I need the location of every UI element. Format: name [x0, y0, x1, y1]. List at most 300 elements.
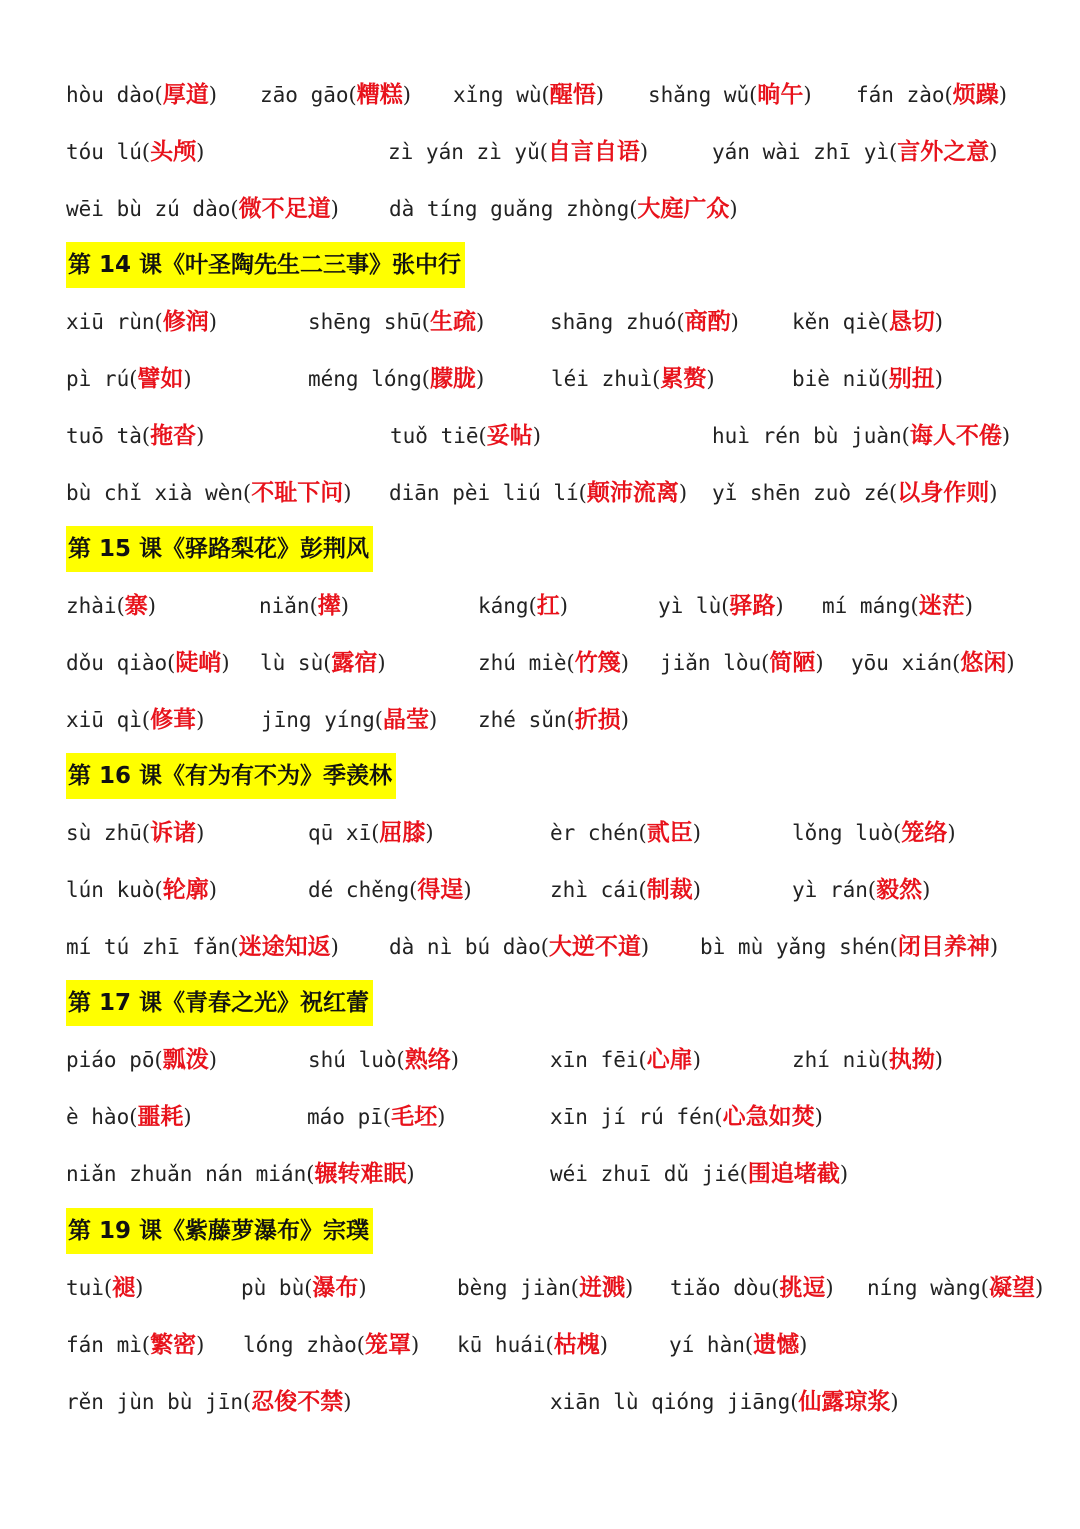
- vocab-entry: [260, 75, 411, 115]
- close-paren: ): [358, 1276, 367, 1300]
- hanzi-text: 折损: [574, 707, 621, 733]
- hanzi-text: 修润: [162, 309, 209, 335]
- hanzi-text: 毅然: [876, 877, 923, 903]
- vocab-entry: [308, 302, 484, 342]
- vocab-entry: [66, 1097, 192, 1137]
- close-paren: ): [196, 1333, 205, 1357]
- hanzi-text: 厚道: [162, 82, 209, 108]
- pinyin-text: léi zhuì: [551, 367, 653, 391]
- pinyin-text: niǎn zhuǎn nán mián: [66, 1162, 307, 1186]
- pinyin-text: bì mù yǎng shén: [700, 935, 890, 959]
- vocab-entry: [66, 189, 339, 229]
- vocab-entry: [550, 870, 701, 910]
- close-paren: ): [437, 1105, 446, 1129]
- open-paren: (: [371, 821, 380, 845]
- close-paren: ): [330, 935, 339, 959]
- vocab-row: [0, 643, 1080, 683]
- pinyin-text: dǒu qiào: [66, 651, 168, 675]
- hanzi-text: 褪: [112, 1275, 136, 1301]
- vocab-row: [0, 1382, 1080, 1422]
- hanzi-text: 贰臣: [646, 820, 693, 846]
- open-paren: (: [129, 1105, 138, 1129]
- hanzi-text: 迷途知返: [238, 934, 331, 960]
- pinyin-text: qū xī: [308, 821, 372, 845]
- vocab-row: [0, 586, 1080, 626]
- hanzi-text: 自言自语: [547, 139, 640, 165]
- pinyin-text: xiū qì: [66, 708, 142, 732]
- vocab-entry: [551, 359, 715, 399]
- vocab-entry: [478, 643, 629, 683]
- pinyin-text: fán mì: [66, 1333, 142, 1357]
- pinyin-text: káng: [478, 594, 529, 618]
- vocab-row: [0, 1268, 1080, 1308]
- close-paren: ): [620, 708, 629, 732]
- pinyin-text: pì rú: [66, 367, 130, 391]
- close-paren: ): [221, 651, 230, 675]
- hanzi-text: 商酌: [684, 309, 731, 335]
- hanzi-text: 悠闲: [960, 650, 1007, 676]
- hanzi-text: 仙露琼浆: [798, 1389, 891, 1415]
- vocab-entry: [66, 700, 204, 740]
- close-paren: ): [599, 1333, 608, 1357]
- open-paren: (: [771, 1276, 780, 1300]
- vocab-row: [0, 1154, 1080, 1194]
- close-paren: ): [450, 1048, 459, 1072]
- open-paren: (: [323, 651, 332, 675]
- pinyin-text: yōu xián: [851, 651, 953, 675]
- hanzi-text: 大庭广众: [637, 196, 730, 222]
- pinyin-text: bèng jiàn: [457, 1276, 571, 1300]
- close-paren: ): [476, 310, 485, 334]
- vocab-entry: [453, 75, 604, 115]
- vocab-entry: [851, 643, 1015, 683]
- vocab-entry: [388, 132, 648, 172]
- open-paren: (: [889, 481, 898, 505]
- close-paren: ): [692, 878, 701, 902]
- vocab-entry: [66, 473, 351, 513]
- open-paren: (: [167, 651, 176, 675]
- hanzi-text: 寨: [124, 593, 148, 619]
- pinyin-text: yǐ shēn zuò zé: [712, 481, 890, 505]
- pinyin-text: niǎn: [259, 594, 310, 618]
- close-paren: ): [183, 367, 192, 391]
- open-paren: (: [382, 1105, 392, 1129]
- open-paren: (: [528, 594, 537, 618]
- close-paren: ): [890, 1390, 899, 1414]
- lesson-heading: 第 15 课《驿路梨花》彭荆风: [66, 526, 373, 572]
- vocab-entry: [308, 813, 434, 853]
- open-paren: (: [154, 1048, 163, 1072]
- hanzi-text: 陡峭: [175, 650, 222, 676]
- open-paren: (: [348, 83, 357, 107]
- vocab-entry: [478, 700, 629, 740]
- hanzi-text: 烦躁: [952, 82, 999, 108]
- close-paren: ): [411, 1333, 420, 1357]
- pinyin-text: dà nì bú dào: [389, 935, 541, 959]
- hanzi-text: 竹篾: [574, 650, 621, 676]
- open-paren: (: [570, 1276, 579, 1300]
- lesson-heading: 第 19 课《紫藤萝瀑布》宗璞: [66, 1208, 373, 1254]
- close-paren: ): [196, 708, 205, 732]
- vocab-entry: [66, 1268, 143, 1308]
- close-paren: ): [639, 140, 649, 164]
- open-paren: (: [638, 821, 647, 845]
- close-paren: ): [208, 83, 217, 107]
- vocab-entry: [822, 586, 973, 626]
- close-paren: ): [803, 83, 812, 107]
- vocab-entry: [308, 1040, 459, 1080]
- hanzi-text: 噩耗: [137, 1104, 184, 1130]
- close-paren: ): [625, 1276, 634, 1300]
- pinyin-text: xīn fēi: [550, 1048, 639, 1072]
- hanzi-text: 得逞: [417, 877, 464, 903]
- vocab-entry: [389, 473, 687, 513]
- pinyin-text: shēng shū: [308, 310, 422, 334]
- vocab-row: [0, 700, 1080, 740]
- open-paren: (: [154, 83, 163, 107]
- pinyin-text: fán zào: [856, 83, 945, 107]
- pinyin-text: tuō tà: [66, 424, 142, 448]
- close-paren: ): [934, 1048, 943, 1072]
- open-paren: (: [638, 878, 647, 902]
- vocab-row: [0, 1040, 1080, 1080]
- vocab-entry: [308, 359, 484, 399]
- close-paren: ): [922, 878, 931, 902]
- vocab-row: [0, 132, 1080, 172]
- open-paren: (: [243, 481, 252, 505]
- open-paren: (: [129, 367, 138, 391]
- vocab-row: [0, 1097, 1080, 1137]
- pinyin-text: xīn jí rú fén: [550, 1105, 715, 1129]
- vocab-entry: [856, 75, 1007, 115]
- open-paren: (: [867, 878, 877, 902]
- vocab-entry: [66, 359, 192, 399]
- open-paren: (: [141, 821, 151, 845]
- close-paren: ): [343, 481, 352, 505]
- hanzi-text: 执拗: [888, 1047, 935, 1073]
- open-paren: (: [374, 708, 383, 732]
- hanzi-text: 瀑布: [312, 1275, 359, 1301]
- hanzi-text: 朦胧: [430, 366, 476, 392]
- hanzi-text: 晶莹: [383, 707, 429, 733]
- vocab-entry: [792, 870, 930, 910]
- pinyin-text: zhé sǔn: [478, 708, 567, 732]
- vocab-entry: [792, 1040, 943, 1080]
- close-paren: ): [196, 821, 205, 845]
- open-paren: (: [141, 424, 151, 448]
- hanzi-text: 简陋: [769, 650, 816, 676]
- pinyin-text: zhì cái: [550, 878, 639, 902]
- hanzi-text: 以身作则: [897, 480, 990, 506]
- vocab-entry: [66, 643, 230, 683]
- open-paren: (: [880, 310, 889, 334]
- lesson-heading: 第 16 课《有为有不为》季羡林: [66, 753, 396, 799]
- hanzi-text: 毛坯: [391, 1104, 438, 1130]
- open-paren: (: [952, 651, 961, 675]
- close-paren: ): [814, 1105, 823, 1129]
- pinyin-text: jīng yíng: [261, 708, 375, 732]
- open-paren: (: [566, 651, 575, 675]
- vocab-entry: [712, 473, 997, 513]
- close-paren: ): [463, 878, 472, 902]
- open-paren: (: [566, 708, 575, 732]
- vocab-row: [0, 189, 1080, 229]
- open-paren: (: [901, 424, 910, 448]
- pinyin-text: zāo gāo: [260, 83, 349, 107]
- close-paren: ): [532, 424, 541, 448]
- vocab-entry: [66, 1040, 217, 1080]
- vocab-entry: [308, 870, 472, 910]
- open-paren: (: [578, 481, 587, 505]
- vocab-entry: [66, 1382, 351, 1422]
- vocab-entry: [700, 927, 998, 967]
- pinyin-text: jiǎn lòu: [660, 651, 762, 675]
- hanzi-text: 言外之意: [897, 139, 990, 165]
- vocab-row: [0, 359, 1080, 399]
- hanzi-text: 别扭: [888, 366, 935, 392]
- open-paren: (: [893, 821, 902, 845]
- close-paren: ): [429, 708, 438, 732]
- close-paren: ): [620, 651, 629, 675]
- vocab-entry: [867, 1268, 1043, 1308]
- pinyin-text: rěn jùn bù jīn: [66, 1390, 244, 1414]
- open-paren: (: [721, 594, 730, 618]
- pinyin-text: lǒng luò: [792, 821, 894, 845]
- pinyin-text: kū huái: [457, 1333, 546, 1357]
- vocab-entry: [261, 700, 437, 740]
- close-paren: ): [208, 310, 217, 334]
- close-paren: ): [330, 197, 339, 221]
- vocab-entry: [550, 1382, 899, 1422]
- close-paren: ): [425, 821, 434, 845]
- open-paren: (: [739, 1162, 748, 1186]
- open-paren: (: [744, 1333, 754, 1357]
- pinyin-text: èr chén: [550, 821, 639, 845]
- open-paren: (: [749, 83, 758, 107]
- hanzi-text: 驿路: [729, 593, 776, 619]
- vocab-entry: [66, 416, 204, 456]
- hanzi-text: 遗憾: [753, 1332, 800, 1358]
- pinyin-text: wéi zhuī dǔ jié: [550, 1162, 740, 1186]
- vocab-row: [0, 473, 1080, 513]
- close-paren: ): [815, 651, 824, 675]
- open-paren: (: [309, 594, 318, 618]
- open-paren: (: [539, 140, 548, 164]
- close-paren: ): [825, 1276, 834, 1300]
- pinyin-text: lún kuò: [66, 878, 155, 902]
- pinyin-text: è hào: [66, 1105, 130, 1129]
- open-paren: (: [116, 594, 125, 618]
- open-paren: (: [141, 1333, 151, 1357]
- hanzi-text: 辗转难眠: [314, 1161, 407, 1187]
- pinyin-text: tiǎo dòu: [670, 1276, 772, 1300]
- vocab-entry: [457, 1268, 633, 1308]
- open-paren: (: [714, 1105, 723, 1129]
- close-paren: ): [678, 481, 688, 505]
- pinyin-text: yì lù: [658, 594, 722, 618]
- hanzi-text: 撵: [317, 593, 341, 619]
- vocab-entry: [658, 586, 784, 626]
- vocab-entry: [307, 1097, 445, 1137]
- pinyin-text: huì rén bù juàn: [712, 424, 902, 448]
- vocab-entry: [66, 927, 339, 967]
- vocab-entry: [550, 302, 739, 342]
- vocab-entry: [792, 813, 956, 853]
- open-paren: (: [421, 367, 430, 391]
- pinyin-text: biè niǔ: [792, 367, 881, 391]
- pinyin-text: dé chěng: [308, 878, 410, 902]
- open-paren: (: [306, 1162, 315, 1186]
- vocab-entry: [241, 1268, 367, 1308]
- close-paren: ): [730, 310, 739, 334]
- open-paren: (: [540, 935, 549, 959]
- vocab-entry: [66, 75, 217, 115]
- vocab-row: [0, 927, 1080, 967]
- close-paren: ): [989, 481, 998, 505]
- hanzi-text: 瓢泼: [162, 1047, 209, 1073]
- close-paren: ): [799, 1333, 808, 1357]
- vocab-entry: [66, 586, 156, 626]
- hanzi-text: 闭目养神: [897, 934, 990, 960]
- close-paren: ): [964, 594, 973, 618]
- hanzi-text: 拖沓: [150, 423, 197, 449]
- pinyin-text: máo pī: [307, 1105, 383, 1129]
- vocab-entry: [66, 1154, 415, 1194]
- lesson-heading: 第 14 课《叶圣陶先生二三事》张中行: [66, 242, 465, 288]
- hanzi-text: 笼罩: [365, 1332, 411, 1358]
- close-paren: ): [135, 1276, 144, 1300]
- close-paren: ): [196, 424, 205, 448]
- open-paren: (: [356, 1333, 365, 1357]
- open-paren: (: [629, 197, 638, 221]
- vocab-row: [0, 75, 1080, 115]
- vocab-row: [0, 870, 1080, 910]
- hanzi-text: 修葺: [150, 707, 197, 733]
- vocab-entry: [550, 1097, 823, 1137]
- hanzi-text: 笼络: [901, 820, 948, 846]
- close-paren: ): [989, 140, 998, 164]
- open-paren: (: [103, 1276, 113, 1300]
- close-paren: ): [989, 935, 999, 959]
- hanzi-text: 诲人不倦: [909, 423, 1002, 449]
- vocab-entry: [66, 1325, 204, 1365]
- close-paren: ): [934, 310, 943, 334]
- pinyin-text: hòu dào: [66, 83, 155, 107]
- hanzi-text: 颠沛流离: [586, 480, 679, 506]
- close-paren: ): [640, 935, 650, 959]
- lesson-heading: 第 17 课《青春之光》祝红蕾: [66, 980, 373, 1026]
- hanzi-text: 生疏: [430, 309, 476, 335]
- hanzi-text: 糟糕: [356, 82, 403, 108]
- pinyin-text: pù bù: [241, 1276, 305, 1300]
- open-paren: (: [421, 310, 430, 334]
- open-paren: (: [880, 367, 889, 391]
- open-paren: (: [910, 594, 919, 618]
- close-paren: ): [1006, 651, 1015, 675]
- pinyin-text: diān pèi liú lí: [389, 481, 579, 505]
- open-paren: (: [154, 310, 163, 334]
- close-paren: ): [377, 651, 386, 675]
- close-paren: ): [476, 367, 485, 391]
- vocab-entry: [389, 927, 649, 967]
- hanzi-text: 迷茫: [918, 593, 965, 619]
- pinyin-text: mí máng: [822, 594, 911, 618]
- close-paren: ): [147, 594, 156, 618]
- pinyin-text: zhú miè: [478, 651, 567, 675]
- open-paren: (: [478, 424, 487, 448]
- open-paren: (: [243, 1390, 252, 1414]
- open-paren: (: [304, 1276, 313, 1300]
- vocab-row: [0, 416, 1080, 456]
- vocab-entry: [792, 359, 943, 399]
- pinyin-text: sù zhū: [66, 821, 142, 845]
- vocab-entry: [712, 416, 1010, 456]
- vocab-entry: [648, 75, 812, 115]
- close-paren: ): [947, 821, 956, 845]
- pinyin-text: piáo pō: [66, 1048, 155, 1072]
- vocab-entry: [66, 132, 204, 172]
- hanzi-text: 累赘: [660, 366, 707, 392]
- vocab-entry: [390, 416, 541, 456]
- pinyin-text: tuì: [66, 1276, 104, 1300]
- open-paren: (: [761, 651, 770, 675]
- hanzi-text: 譬如: [137, 366, 184, 392]
- pinyin-text: xǐng wù: [453, 83, 542, 107]
- vocab-entry: [259, 586, 349, 626]
- hanzi-text: 枯槐: [553, 1332, 600, 1358]
- close-paren: ): [402, 83, 411, 107]
- vocab-entry: [550, 1040, 701, 1080]
- open-paren: (: [944, 83, 953, 107]
- vocab-entry: [712, 132, 997, 172]
- close-paren: ): [998, 83, 1007, 107]
- pinyin-text: tuǒ tiē: [390, 424, 479, 448]
- close-paren: ): [692, 1048, 701, 1072]
- pinyin-text: tóu lú: [66, 140, 142, 164]
- pinyin-text: lù sù: [260, 651, 324, 675]
- hanzi-text: 醒悟: [549, 82, 596, 108]
- hanzi-text: 熟络: [404, 1047, 451, 1073]
- hanzi-text: 屈膝: [379, 820, 426, 846]
- open-paren: (: [230, 935, 239, 959]
- hanzi-text: 凝望: [989, 1275, 1035, 1301]
- pinyin-text: shú luò: [308, 1048, 397, 1072]
- vocab-entry: [660, 643, 824, 683]
- close-paren: ): [729, 197, 738, 221]
- close-paren: ): [196, 140, 205, 164]
- pinyin-text: zhí niù: [792, 1048, 881, 1072]
- close-paren: ): [208, 878, 217, 902]
- close-paren: ): [1035, 1276, 1044, 1300]
- pinyin-text: dà tíng guǎng zhòng: [389, 197, 630, 221]
- open-paren: (: [396, 1048, 405, 1072]
- vocab-entry: [669, 1325, 807, 1365]
- vocab-entry: [66, 813, 204, 853]
- pinyin-text: shǎng wǔ: [648, 83, 750, 107]
- open-paren: (: [652, 367, 661, 391]
- hanzi-text: 大逆不道: [548, 934, 641, 960]
- close-paren: ): [775, 594, 784, 618]
- vocab-row: [0, 1325, 1080, 1365]
- hanzi-text: 扛: [536, 593, 560, 619]
- hanzi-text: 晌午: [757, 82, 804, 108]
- vocab-entry: [550, 1154, 848, 1194]
- close-paren: ): [595, 83, 604, 107]
- pinyin-text: yì rán: [792, 878, 868, 902]
- open-paren: (: [141, 140, 151, 164]
- close-paren: ): [692, 821, 701, 845]
- vocab-entry: [550, 813, 701, 853]
